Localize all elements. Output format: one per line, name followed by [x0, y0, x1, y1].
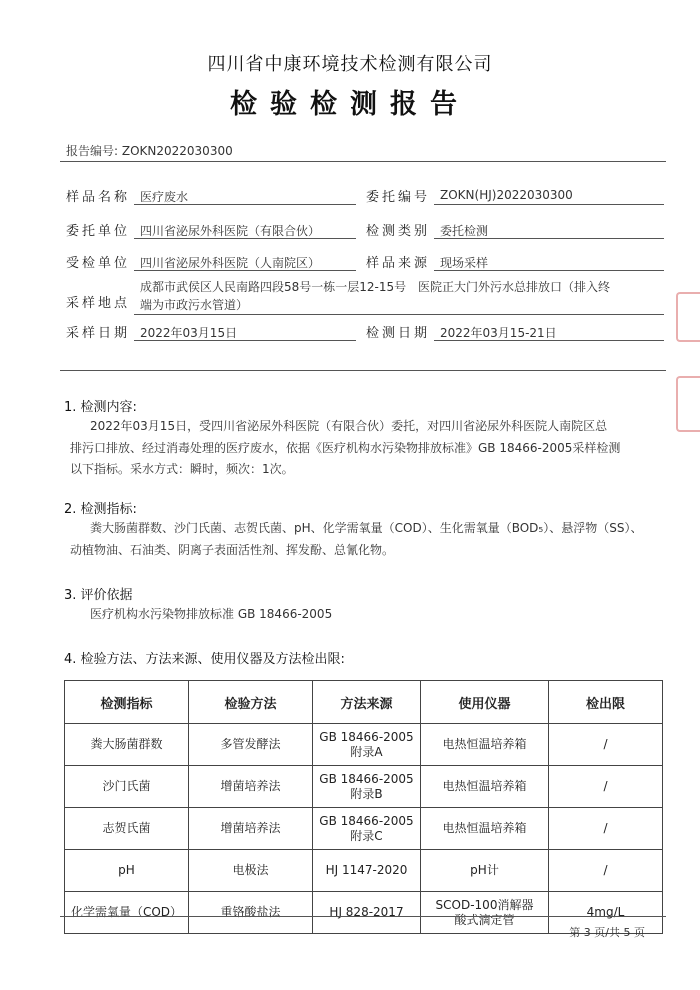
indicator-cell: 粪大肠菌群数	[65, 724, 189, 766]
client-label: 委托单位	[66, 224, 131, 239]
limit-cell: /	[549, 808, 663, 850]
methods-table	[64, 680, 663, 934]
site-line1-right: 医院正大门外污水总排放口（排入终	[418, 280, 611, 294]
entrust-no-label: 委托编号	[366, 190, 431, 205]
section-1-title: 1. 检测内容:	[64, 400, 137, 415]
company-name: 四川省中康环境技术检测有限公司	[207, 54, 493, 75]
inspected-value: 四川省泌尿外科医院（人南院区）	[140, 256, 321, 270]
test-type-label: 检测类别	[366, 224, 431, 239]
method-cell: 多管发酵法	[189, 724, 313, 766]
site-line1: 成都市武侯区人民南路四段58号一栋一层12-15号	[140, 280, 407, 294]
source-value: 现场采样	[440, 256, 489, 270]
report-number: 报告编号: ZOKN2022030300	[66, 144, 233, 158]
source-line: GB 18466-2005	[319, 771, 414, 786]
source-line: GB 18466-2005	[319, 813, 414, 828]
indicator-cell: pH	[65, 850, 189, 892]
underline	[434, 340, 664, 341]
instrument-line: 电热恒温培养箱	[442, 821, 527, 835]
underline	[134, 204, 356, 205]
underline	[134, 340, 356, 341]
test-date-value: 2022年03月15-21日	[440, 326, 557, 340]
date-label: 采样日期	[66, 326, 131, 341]
underline	[434, 270, 664, 271]
table-header-row	[65, 681, 663, 724]
table-row	[65, 724, 663, 766]
source-cell	[313, 724, 421, 766]
table-row	[65, 850, 663, 892]
underline	[434, 204, 664, 205]
instrument-line: 电热恒温培养箱	[442, 779, 527, 793]
source-line: HJ 828-2017	[329, 905, 404, 919]
section-divider	[60, 370, 666, 371]
method-cell: 重铬酸盐法	[189, 892, 313, 934]
method-cell: 增菌培养法	[189, 766, 313, 808]
table-header: 使用仪器	[421, 681, 549, 724]
table-header: 方法来源	[313, 681, 421, 724]
table-header: 检验方法	[189, 681, 313, 724]
section-3-line1: 医疗机构水污染物排放标准 GB 18466-2005	[90, 607, 333, 621]
section-2-title: 2. 检测指标:	[64, 502, 137, 517]
source-label: 样品来源	[366, 256, 431, 271]
underline	[134, 270, 356, 271]
sample-name-value: 医疗废水	[140, 190, 189, 204]
instrument-line: SCOD-100消解器	[435, 897, 534, 912]
instrument-cell	[421, 892, 549, 934]
instrument-line: pH计	[470, 863, 499, 877]
seal-stamp-mark	[676, 292, 700, 342]
page-number: 第 3 页/共 5 页	[569, 926, 645, 939]
report-title: 检验检测报告	[230, 89, 470, 120]
sample-name-label: 样品名称	[66, 190, 131, 205]
source-cell	[313, 892, 421, 934]
test-date-label: 检测日期	[366, 326, 431, 341]
instrument-cell	[421, 724, 549, 766]
method-cell: 增菌培养法	[189, 808, 313, 850]
limit-cell: /	[549, 724, 663, 766]
limit-cell: /	[549, 766, 663, 808]
instrument-line: 酸式滴定管	[454, 912, 515, 927]
source-cell	[313, 808, 421, 850]
limit-cell: 4mg/L	[549, 892, 663, 934]
section-1-line2: 排污口排放、经过消毒处理的医疗废水，依据《医疗机构水污染物排放标准》GB 18466-2005采样检测	[70, 441, 621, 455]
instrument-cell	[421, 850, 549, 892]
limit-cell: /	[549, 850, 663, 892]
table-row	[65, 766, 663, 808]
source-cell	[313, 766, 421, 808]
section-1-line1: 2022年03月15日，受四川省泌尿外科医院（有限合伙）委托，对四川省泌尿外科医院人南院区总	[90, 419, 608, 433]
instrument-cell	[421, 766, 549, 808]
table-header: 检出限	[549, 681, 663, 724]
section-2-line2: 动植物油、石油类、阴离子表面活性剂、挥发酚、总氰化物。	[70, 543, 395, 557]
source-line: 附录B	[350, 786, 383, 801]
source-line: 附录C	[350, 828, 383, 843]
seal-stamp-mark	[676, 376, 700, 432]
instrument-line: 电热恒温培养箱	[442, 737, 527, 751]
indicator-cell: 化学需氧量（COD）	[65, 892, 189, 934]
indicator-cell: 志贺氏菌	[65, 808, 189, 850]
method-cell: 电极法	[189, 850, 313, 892]
section-4-title: 4. 检验方法、方法来源、使用仪器及方法检出限:	[64, 652, 345, 667]
footer-divider	[60, 916, 666, 917]
underline	[134, 314, 664, 315]
client-value: 四川省泌尿外科医院（有限合伙）	[140, 224, 321, 238]
site-label: 采样地点	[66, 296, 131, 311]
test-type-value: 委托检测	[440, 224, 489, 238]
date-value: 2022年03月15日	[140, 326, 238, 340]
table-header: 检测指标	[65, 681, 189, 724]
indicator-cell: 沙门氏菌	[65, 766, 189, 808]
header-divider	[60, 161, 666, 162]
underline	[434, 238, 664, 239]
entrust-no-value: ZOKN(HJ)2022030300	[440, 188, 573, 202]
source-cell	[313, 850, 421, 892]
section-1-line3: 以下指标。采水方式：瞬时，频次：1次。	[70, 462, 294, 476]
source-line: HJ 1147-2020	[325, 863, 408, 877]
source-line: 附录A	[350, 744, 383, 759]
inspected-label: 受检单位	[66, 256, 131, 271]
underline	[134, 238, 356, 239]
table-row	[65, 808, 663, 850]
section-2-line1: 粪大肠菌群数、沙门氏菌、志贺氏菌、pH、化学需氧量（COD）、生化需氧量（BOD₅）、悬浮物（SS）、	[90, 521, 643, 535]
section-3-title: 3. 评价依据	[64, 588, 133, 603]
source-line: GB 18466-2005	[319, 729, 414, 744]
site-line2: 端为市政污水管道）	[140, 298, 249, 312]
instrument-cell	[421, 808, 549, 850]
